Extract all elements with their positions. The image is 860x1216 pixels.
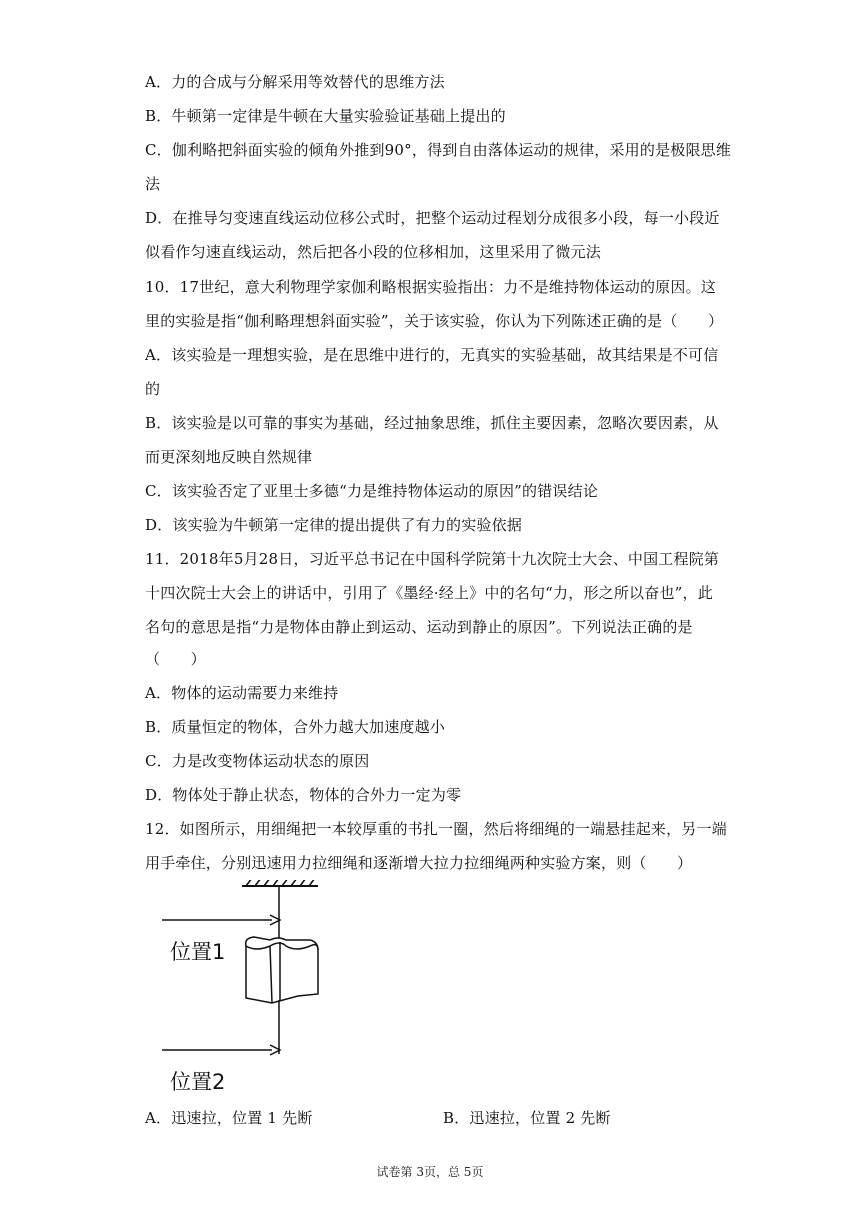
figure-label-position-2: 位置2	[170, 1070, 226, 1094]
q12-option-b: B．迅速拉，位置 2 先断	[443, 1109, 611, 1127]
q11-option-c: C．力是改变物体运动状态的原因	[145, 752, 370, 770]
q10-option-b-line1: B．该实验是以可靠的事实为基础，经过抽象思维，抓住主要因素，忽略次要因素，从	[145, 414, 719, 432]
q10-option-b-line2: 而更深刻地反映自然规律	[145, 448, 313, 466]
q11-option-b: B．质量恒定的物体，合外力越大加速度越小	[145, 718, 446, 736]
q12-stem-line2: 用手牵住，分别迅速用力拉细绳和逐渐增大拉力拉细绳两种实验方案，则（ ）	[145, 854, 693, 872]
q11-option-d: D．物体处于静止状态，物体的合外力一定为零	[145, 786, 462, 804]
q11-stem-line4: （ ）	[145, 650, 206, 668]
q11-stem-line3: 名句的意思是指“力是物体由静止到运动、运动到静止的原因”。下列说法正确的是	[145, 618, 693, 636]
figure-drawing	[160, 880, 360, 1095]
q9-option-d-line1: D．在推导匀变速直线运动位移公式时，把整个运动过程划分成很多小段，每一小段近	[145, 209, 720, 227]
q10-option-d: D．该实验为牛顿第一定律的提出提供了有力的实验依据	[145, 516, 523, 534]
q12-option-a: A．迅速拉，位置 1 先断	[145, 1109, 313, 1127]
q9-option-c-line2: 法	[145, 175, 161, 193]
q9-option-a: A．力的合成与分解采用等效替代的思维方法	[145, 73, 445, 91]
q12-stem-line1: 12．如图所示，用细绳把一本较厚重的书扎一圈，然后将细绳的一端悬挂起来，另一端	[145, 820, 727, 838]
q10-stem-line1: 10．17世纪，意大利物理学家伽利略根据实验指出：力不是维持物体运动的原因。这	[145, 278, 716, 296]
q9-option-b: B．牛顿第一定律是牛顿在大量实验验证基础上提出的	[145, 107, 506, 125]
book	[246, 937, 318, 1003]
q9-option-d-line2: 似看作匀速直线运动，然后把各小段的位移相加，这里采用了微元法	[145, 243, 602, 261]
q11-stem-line1: 11．2018年5月28日，习近平总书记在中国科学院第十九次院士大会、中国工程院第	[145, 550, 720, 568]
figure-label-position-1: 位置1	[170, 940, 226, 964]
q10-stem-line2: 里的实验是指“伽利略理想斜面实验”，关于该实验，你认为下列陈述正确的是（ ）	[145, 312, 724, 330]
page-footer: 试卷第 3页，总 5页	[376, 1165, 484, 1179]
q10-option-a-line2: 的	[145, 380, 161, 398]
book-string-figure	[160, 880, 360, 1095]
q11-stem-line2: 十四次院士大会上的讲话中，引用了《墨经·经上》中的名句“力，形之所以奋也”，此	[145, 584, 713, 602]
q10-option-a-line1: A．该实验是一理想实验，是在思维中进行的，无真实的实验基础，故其结果是不可信	[145, 346, 719, 364]
q10-option-c: C．该实验否定了亚里士多德“力是维持物体运动的原因”的错误结论	[145, 482, 599, 500]
q11-option-a: A．物体的运动需要力来维持	[145, 684, 339, 702]
q9-option-c-line1: C．伽利略把斜面实验的倾角外推到90°，得到自由落体运动的规律，采用的是极限思维	[145, 141, 732, 159]
